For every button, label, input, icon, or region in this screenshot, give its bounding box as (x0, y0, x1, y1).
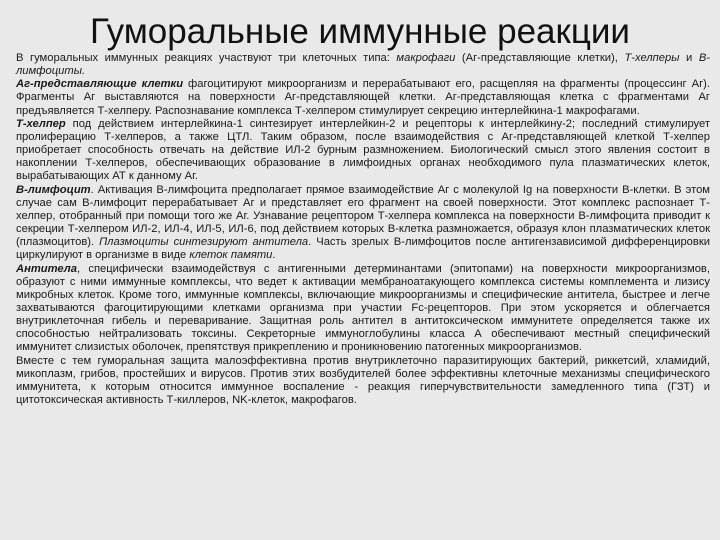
intro-text-2: (Аг-представляющие клетки), (455, 52, 625, 64)
intro-text: В гуморальных иммунных реакциях участвуют три клеточных типа: (16, 52, 397, 64)
conclusion-text: Вместе с тем гуморальная защита малоэффективна против внутриклеточно паразитирующих бактерий, риккетсий, хламидий, микоплазм, грибов, простейших и вирусов. Против этих возбудителей более эффективны клеточные механизмы специфического иммунитета, к которым относится иммунное воспаление - реакция гиперчувствительности замедленного типа (ГЗТ) и цитотоксическая активность Т-киллеров, NK-клеток, макрофагов. (16, 354, 710, 407)
intro-text-3: и (679, 52, 699, 64)
slide-body (16, 52, 710, 407)
term-t-helper: Т-хелпер (16, 117, 66, 130)
antibodies-text: , специфически взаимодействуя с антигенными детерминантами (эпитопами) на поверхности микроорганизмов, образуют с ними иммунные комплексы, что ведет к активации мембраноатакующего комплекса системы комплемента и лизису микробных клеток. Кроме того, иммунные комплексы, включающие микроорганизмы и специфические антитела, быстрее и легче захватываются фагоцитирующими клетками организма при участии Fc-рецепторов. При этом ускоряется и облегчается внутриклеточная гибель и переваривание. Защитная роль антител в антитоксическом иммунитете определяется также их способностью нейтрализовать токсины. Секреторные иммуноглобулины класса А обеспечивают местный специфический иммунитет слизистых оболочек, препятствуя прикреплению и проникновению патогенных микроорганизмов. (16, 262, 710, 354)
slide-title: Гуморальные иммунные реакции (90, 12, 630, 51)
paragraph-intro (16, 52, 710, 78)
plasmocytes-phrase: Плазмоциты синтезируют антитела (99, 236, 309, 249)
b-lymphocyte-text: . Активация В-лимфоцита предполагает прямое взаимодействие Аг с молекулой Ig на поверхности В-клетки. В этом случае сам В-лимфоцит перерабатывает Аг и представляет его фрагмент на своей поверхности. Этот комплекс распознает Т-хелпер, отобранный при помощи того же Аг. Узнавание рецептором Т-хелпера комплекса на поверхности В-лимфоцита приводит к секреции Т-хелпером ИЛ-2, ИЛ-4, ИЛ-5, ИЛ-6, под действием которых В-клетка размножается, образуя клон плазматических клеток (плазмоцитов). (16, 183, 710, 249)
memory-cells-phrase: клеток памяти (189, 249, 273, 262)
t-helper-text: под действием интерлейкина-1 синтезирует интерлейкин-2 и рецепторы к интерлейкину-2; последний стимулирует пролиферацию Т-хелперов, а также ЦТЛ. Таким образом, после взаимодействия с Аг-представляющей клеткой Т-хелпер приобретает способность отвечать на действие ИЛ-2 бурным размножением. Биологический смысл этого явления состоит в накоплении Т-хелперов, обеспечивающих образование в лимфоидных органах необходимого пула плазматических клеток, вырабатывающих АТ к данному Аг. (16, 117, 710, 183)
paragraph-conclusion (16, 355, 710, 408)
paragraph-antibodies (16, 263, 710, 355)
paragraph-t-helper (16, 118, 710, 184)
term-macrophages: макрофаги (396, 52, 456, 64)
b-lymphocyte-text-2: . Часть зрелых В-лимфоцитов после антигензависимой дифференцировки циркулируют в организме в виде (16, 236, 710, 262)
term-apc: Аг-представляющие клетки (16, 78, 184, 91)
apc-text: фагоцитируют микроорганизм и перерабатывают его, расщепляя на фрагменты (процессинг Аг). Фрагменты Аг выставляются на поверхности Аг-представляющей клетки. Аг-представляющая клетка с фрагментами Аг предъявляется Т-хелперу. Распознавание комплекса Т-хелпером стимулирует секрецию интерлейкина-1 макрофагами. (16, 78, 710, 117)
term-b-lymphocytes: В-лимфоциты. (16, 52, 710, 78)
b-lymphocyte-text-3: . (272, 249, 276, 262)
paragraph-apc (16, 78, 710, 117)
term-antibodies: Антитела (16, 262, 77, 275)
paragraph-b-lymphocyte (16, 184, 710, 263)
term-b-lymphocyte: В-лимфоцит (16, 183, 91, 196)
term-t-helpers: Т-хелперы (624, 52, 680, 64)
